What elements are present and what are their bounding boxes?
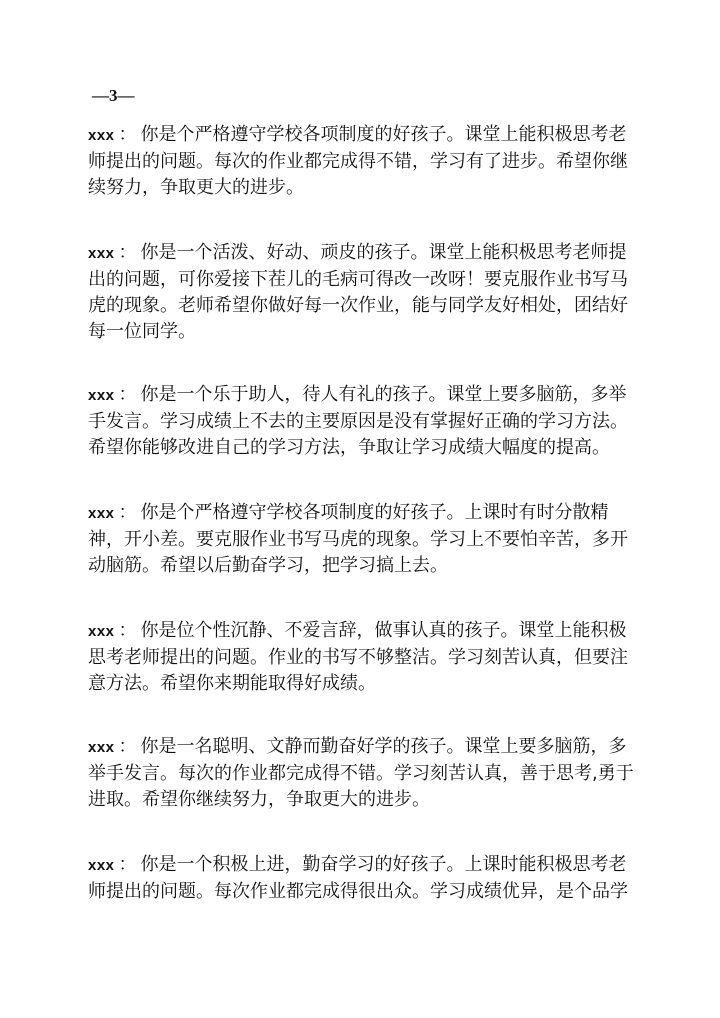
separator: ： [118,854,137,875]
separator: ： [118,620,137,641]
comment-paragraph [88,852,636,905]
comment-text: 你是一个活泼、好动、顽皮的孩子。课堂上能积极思考老师提出的问题，可你爱接下茬儿的毛病可得改一改呀！要克服作业书写马虎的现象。老师希望你做好每一次作业，能与同学友好相处，团结好每一位同学。 [88,242,628,342]
student-name: xxx [88,739,115,756]
comment-paragraph [88,734,636,813]
comment-text: 你是个严格遵守学校各项制度的好孩子。上课时有时分散精神，开小差。要克服作业书写马虎的现象。学习上不要怕辛苦，多开动脑筋。希望以后勤奋学习，把学习搞上去。 [88,502,628,576]
separator: ： [118,124,137,145]
student-name: xxx [88,387,115,404]
separator: ： [118,242,137,263]
comment-text: 你是个严格遵守学校各项制度的好孩子。课堂上能积极思考老师提出的问题。每次的作业都完成得不错，学习有了进步。希望你继续努力，争取更大的进步。 [88,124,628,198]
comment-paragraph [88,500,636,579]
comment-text: 你是一个积极上进，勤奋学习的好孩子。上课时能积极思考老师提出的问题。每次作业都完成得很出众。学习成绩优异，是个品学 [88,854,628,902]
separator: ： [118,384,137,405]
comment-paragraph [88,122,636,201]
page-number: —3— [92,86,135,105]
comment-text: 你是一名聪明、文静而勤奋好学的孩子。课堂上要多脑筋，多举手发言。每次的作业都完成得不错。学习刻苦认真，善于思考,勇于进取。希望你继续努力，争取更大的进步。 [88,736,634,810]
separator: ： [118,502,137,523]
student-name: xxx [88,505,115,522]
separator: ： [118,736,137,757]
student-name: xxx [88,857,115,874]
comment-text: 你是位个性沉静、不爱言辞，做事认真的孩子。课堂上能积极思考老师提出的问题。作业的书写不够整洁。学习刻苦认真，但要注意方法。希望你来期能取得好成绩。 [88,620,628,694]
comment-paragraph [88,240,636,345]
comment-text: 你是一个乐于助人，待人有礼的孩子。课堂上要多脑筋，多举手发言。学习成绩上不去的主要原因是没有掌握好正确的学习方法。希望你能够改进自己的学习方法，争取让学习成绩大幅度的提高。 [88,384,628,458]
student-name: xxx [88,623,115,640]
student-name: xxx [88,127,115,144]
comment-paragraph [88,382,636,461]
student-name: xxx [88,245,115,262]
comment-paragraph [88,618,636,697]
